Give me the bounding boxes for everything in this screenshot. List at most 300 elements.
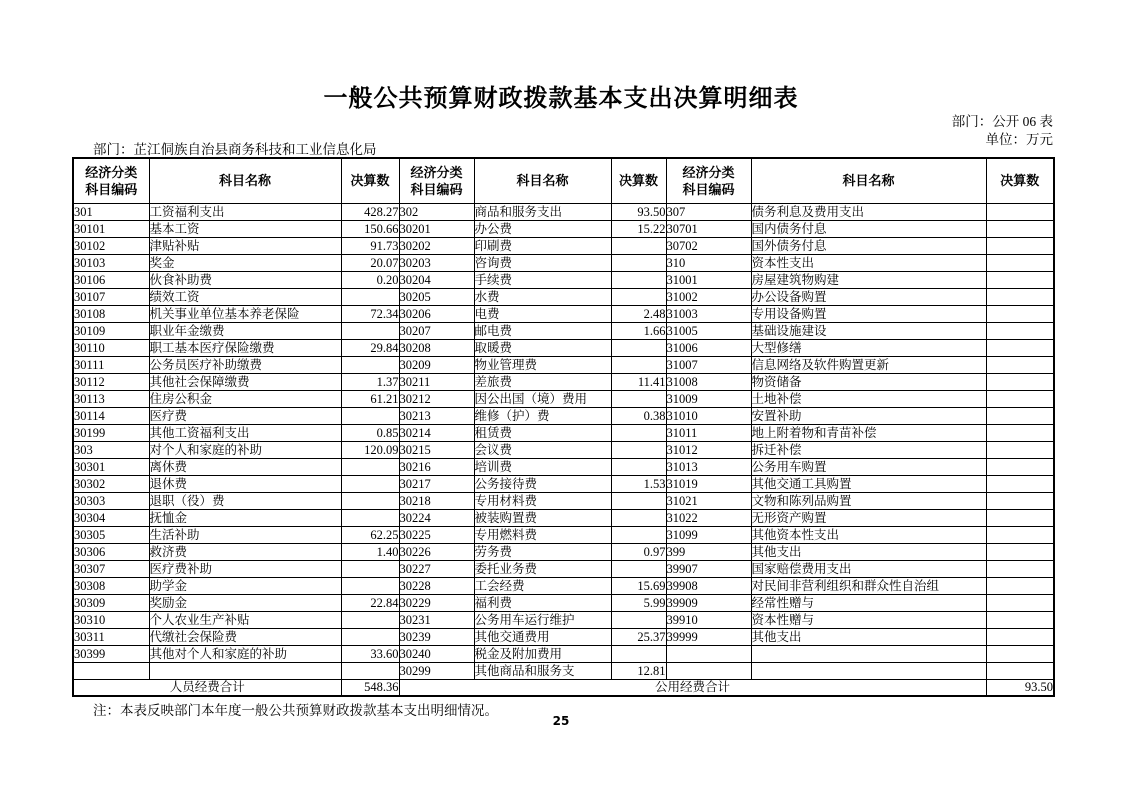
code-cell: 39909	[666, 594, 751, 611]
code-cell: 31009	[666, 390, 751, 407]
table-row	[73, 611, 1054, 628]
amount-cell	[611, 611, 666, 628]
header-name-3: 科目名称	[751, 158, 986, 203]
name-cell: 其他交通费用	[474, 628, 611, 645]
name-cell: 住房公积金	[149, 390, 341, 407]
amount-cell	[986, 203, 1054, 220]
name-cell: 资本性赠与	[751, 611, 986, 628]
amount-cell	[611, 254, 666, 271]
code-cell: 30214	[399, 424, 474, 441]
name-cell: 取暖费	[474, 339, 611, 356]
name-cell: 国外债务付息	[751, 237, 986, 254]
name-cell: 大型修缮	[751, 339, 986, 356]
amount-cell	[341, 407, 399, 424]
code-cell: 30310	[73, 611, 149, 628]
name-cell: 职业年金缴费	[149, 322, 341, 339]
amount-cell	[611, 271, 666, 288]
name-cell: 无形资产购置	[751, 509, 986, 526]
amount-cell: 1.37	[341, 373, 399, 390]
name-cell: 其他支出	[751, 628, 986, 645]
name-cell: 离休费	[149, 458, 341, 475]
amount-cell	[341, 458, 399, 475]
page-title: 一般公共预算财政拨款基本支出决算明细表	[323, 84, 799, 112]
amount-cell	[986, 509, 1054, 526]
personnel-total-label: 人员经费合计	[73, 679, 341, 696]
amount-cell	[986, 220, 1054, 237]
name-cell: 职工基本医疗保险缴费	[149, 339, 341, 356]
table-row	[73, 237, 1054, 254]
header-code-line2: 科目编码	[85, 181, 138, 197]
code-cell: 31003	[666, 305, 751, 322]
code-cell: 30213	[399, 407, 474, 424]
name-cell: 土地补偿	[751, 390, 986, 407]
amount-cell: 12.81	[611, 662, 666, 679]
code-cell: 31010	[666, 407, 751, 424]
name-cell: 奖励金	[149, 594, 341, 611]
code-cell	[73, 662, 149, 679]
name-cell: 基础设施建设	[751, 322, 986, 339]
amount-cell: 72.34	[341, 305, 399, 322]
code-cell: 301	[73, 203, 149, 220]
amount-cell	[611, 560, 666, 577]
amount-cell: 20.07	[341, 254, 399, 271]
code-cell: 30702	[666, 237, 751, 254]
amount-cell: 93.50	[611, 203, 666, 220]
name-cell: 退职（役）费	[149, 492, 341, 509]
name-cell: 救济费	[149, 543, 341, 560]
code-cell: 30102	[73, 237, 149, 254]
code-cell: 31007	[666, 356, 751, 373]
name-cell: 伙食补助费	[149, 271, 341, 288]
code-cell: 30203	[399, 254, 474, 271]
table-row	[73, 628, 1054, 645]
name-cell: 邮电费	[474, 322, 611, 339]
code-cell: 30228	[399, 577, 474, 594]
code-cell: 39910	[666, 611, 751, 628]
code-cell: 310	[666, 254, 751, 271]
name-cell: 安置补助	[751, 407, 986, 424]
code-cell: 31001	[666, 271, 751, 288]
code-cell: 30216	[399, 458, 474, 475]
name-cell: 因公出国（境）费用	[474, 390, 611, 407]
code-cell: 31019	[666, 475, 751, 492]
public-total-amount: 93.50	[986, 679, 1054, 696]
amount-cell	[986, 645, 1054, 662]
amount-cell: 120.09	[341, 441, 399, 458]
amount-cell: 33.60	[341, 645, 399, 662]
amount-cell: 428.27	[341, 203, 399, 220]
amount-cell: 1.40	[341, 543, 399, 560]
name-cell: 公务用车购置	[751, 458, 986, 475]
amount-cell	[341, 611, 399, 628]
code-cell: 30218	[399, 492, 474, 509]
code-cell: 307	[666, 203, 751, 220]
name-cell: 医疗费	[149, 407, 341, 424]
amount-cell	[341, 628, 399, 645]
name-cell: 文物和陈列品购置	[751, 492, 986, 509]
header-name-2: 科目名称	[474, 158, 611, 203]
table-row	[73, 645, 1054, 662]
name-cell: 奖金	[149, 254, 341, 271]
name-cell: 资本性支出	[751, 254, 986, 271]
table-row	[73, 373, 1054, 390]
code-cell: 399	[666, 543, 751, 560]
code-cell: 31013	[666, 458, 751, 475]
code-cell: 30309	[73, 594, 149, 611]
amount-cell	[986, 594, 1054, 611]
amount-cell	[986, 492, 1054, 509]
totals-row	[73, 679, 1054, 696]
code-cell: 30110	[73, 339, 149, 356]
code-cell: 30207	[399, 322, 474, 339]
amount-cell	[986, 322, 1054, 339]
code-cell: 39908	[666, 577, 751, 594]
amount-cell	[986, 441, 1054, 458]
name-cell: 其他工资福利支出	[149, 424, 341, 441]
header-code-line1: 经济分类	[85, 164, 138, 180]
code-cell: 30701	[666, 220, 751, 237]
name-cell: 国家赔偿费用支出	[751, 560, 986, 577]
name-cell: 商品和服务支出	[474, 203, 611, 220]
header-amount-2: 决算数	[611, 158, 666, 203]
amount-cell	[341, 475, 399, 492]
code-cell: 31002	[666, 288, 751, 305]
code-cell: 30106	[73, 271, 149, 288]
amount-cell: 5.99	[611, 594, 666, 611]
code-cell: 30101	[73, 220, 149, 237]
amount-cell: 0.38	[611, 407, 666, 424]
code-cell: 30199	[73, 424, 149, 441]
name-cell: 对民间非营利组织和群众性自治组	[751, 577, 986, 594]
code-cell: 30229	[399, 594, 474, 611]
amount-cell	[986, 662, 1054, 679]
name-cell: 办公设备购置	[751, 288, 986, 305]
header-code-3	[666, 158, 751, 203]
name-cell: 办公费	[474, 220, 611, 237]
code-cell: 30231	[399, 611, 474, 628]
name-cell: 培训费	[474, 458, 611, 475]
code-cell: 30240	[399, 645, 474, 662]
amount-cell	[611, 424, 666, 441]
code-cell: 31005	[666, 322, 751, 339]
name-cell: 退休费	[149, 475, 341, 492]
name-cell: 经常性赠与	[751, 594, 986, 611]
amount-cell: 11.41	[611, 373, 666, 390]
name-cell: 代缴社会保险费	[149, 628, 341, 645]
name-cell: 物资储备	[751, 373, 986, 390]
code-cell: 30224	[399, 509, 474, 526]
amount-cell	[341, 577, 399, 594]
code-cell: 30205	[399, 288, 474, 305]
code-cell: 31012	[666, 441, 751, 458]
amount-cell: 1.53	[611, 475, 666, 492]
code-cell: 30208	[399, 339, 474, 356]
code-cell: 30399	[73, 645, 149, 662]
amount-cell	[986, 407, 1054, 424]
table-row	[73, 288, 1054, 305]
name-cell: 租赁费	[474, 424, 611, 441]
table-row	[73, 220, 1054, 237]
name-cell: 手续费	[474, 271, 611, 288]
name-cell: 其他资本性支出	[751, 526, 986, 543]
name-cell: 差旅费	[474, 373, 611, 390]
name-cell: 维修（护）费	[474, 407, 611, 424]
table-row	[73, 577, 1054, 594]
personnel-total-amount: 548.36	[341, 679, 399, 696]
table-row	[73, 475, 1054, 492]
header-code-line2: 科目编码	[682, 181, 735, 197]
table-row	[73, 492, 1054, 509]
code-cell: 30108	[73, 305, 149, 322]
code-cell: 30304	[73, 509, 149, 526]
code-cell: 30209	[399, 356, 474, 373]
amount-cell	[611, 441, 666, 458]
name-cell: 其他对个人和家庭的补助	[149, 645, 341, 662]
table-row	[73, 322, 1054, 339]
amount-cell	[611, 509, 666, 526]
amount-cell: 2.48	[611, 305, 666, 322]
table-row	[73, 203, 1054, 220]
code-cell: 31008	[666, 373, 751, 390]
code-cell: 30302	[73, 475, 149, 492]
amount-cell	[986, 424, 1054, 441]
code-cell: 31011	[666, 424, 751, 441]
header-code-line1: 经济分类	[410, 164, 463, 180]
amount-cell	[986, 237, 1054, 254]
name-cell: 电费	[474, 305, 611, 322]
table-row	[73, 356, 1054, 373]
code-cell: 30308	[73, 577, 149, 594]
code-cell: 30107	[73, 288, 149, 305]
name-cell: 生活补助	[149, 526, 341, 543]
amount-cell: 150.66	[341, 220, 399, 237]
amount-cell	[341, 662, 399, 679]
header-code-1	[73, 158, 149, 203]
amount-cell	[986, 356, 1054, 373]
amount-cell: 15.22	[611, 220, 666, 237]
amount-cell	[341, 560, 399, 577]
name-cell: 水费	[474, 288, 611, 305]
code-cell: 30112	[73, 373, 149, 390]
code-cell	[666, 662, 751, 679]
name-cell: 福利费	[474, 594, 611, 611]
code-cell: 302	[399, 203, 474, 220]
table-row	[73, 543, 1054, 560]
amount-cell: 0.20	[341, 271, 399, 288]
code-cell: 30306	[73, 543, 149, 560]
table-row	[73, 560, 1054, 577]
table-row	[73, 594, 1054, 611]
name-cell: 津贴补贴	[149, 237, 341, 254]
amount-cell	[986, 458, 1054, 475]
amount-cell	[986, 628, 1054, 645]
amount-cell	[611, 458, 666, 475]
name-cell: 劳务费	[474, 543, 611, 560]
name-cell: 其他支出	[751, 543, 986, 560]
amount-cell	[986, 271, 1054, 288]
code-cell: 30114	[73, 407, 149, 424]
name-cell	[751, 645, 986, 662]
code-cell: 39999	[666, 628, 751, 645]
table-row	[73, 305, 1054, 322]
code-cell: 303	[73, 441, 149, 458]
code-cell: 30215	[399, 441, 474, 458]
amount-cell	[986, 526, 1054, 543]
code-cell: 30204	[399, 271, 474, 288]
name-cell: 专用燃料费	[474, 526, 611, 543]
name-cell: 对个人和家庭的补助	[149, 441, 341, 458]
amount-cell	[986, 390, 1054, 407]
name-cell: 公务用车运行维护	[474, 611, 611, 628]
footnote: 注：本表反映部门本年度一般公共预算财政拨款基本支出明细情况。	[93, 703, 498, 718]
amount-cell: 22.84	[341, 594, 399, 611]
amount-cell	[611, 492, 666, 509]
table-body	[73, 203, 1054, 679]
name-cell	[149, 662, 341, 679]
code-cell: 30226	[399, 543, 474, 560]
name-cell: 工会经费	[474, 577, 611, 594]
amount-cell	[341, 322, 399, 339]
header-code-2	[399, 158, 474, 203]
amount-cell	[986, 577, 1054, 594]
amount-cell	[986, 373, 1054, 390]
code-cell	[666, 645, 751, 662]
amount-cell	[986, 288, 1054, 305]
name-cell: 咨询费	[474, 254, 611, 271]
code-cell: 30217	[399, 475, 474, 492]
amount-cell: 62.25	[341, 526, 399, 543]
name-cell: 税金及附加费用	[474, 645, 611, 662]
name-cell: 地上附着物和青苗补偿	[751, 424, 986, 441]
code-cell: 30305	[73, 526, 149, 543]
table-row	[73, 407, 1054, 424]
code-cell: 30311	[73, 628, 149, 645]
code-cell: 30227	[399, 560, 474, 577]
header-code-line1: 经济分类	[682, 164, 735, 180]
code-cell: 30111	[73, 356, 149, 373]
name-cell: 其他商品和服务支	[474, 662, 611, 679]
amount-cell	[341, 492, 399, 509]
name-cell: 绩效工资	[149, 288, 341, 305]
table-header	[73, 158, 1054, 203]
amount-cell	[986, 475, 1054, 492]
department-label: 部门：芷江侗族自治县商务科技和工业信息化局	[93, 142, 377, 157]
name-cell: 债务利息及费用支出	[751, 203, 986, 220]
code-cell: 30211	[399, 373, 474, 390]
amount-cell: 29.84	[341, 339, 399, 356]
header-row	[73, 158, 1054, 203]
code-cell: 30113	[73, 390, 149, 407]
name-cell: 助学金	[149, 577, 341, 594]
name-cell: 其他社会保障缴费	[149, 373, 341, 390]
name-cell: 信息网络及软件购置更新	[751, 356, 986, 373]
name-cell: 房屋建筑物购建	[751, 271, 986, 288]
amount-cell: 91.73	[341, 237, 399, 254]
name-cell: 物业管理费	[474, 356, 611, 373]
amount-cell	[986, 339, 1054, 356]
amount-cell	[986, 543, 1054, 560]
name-cell: 医疗费补助	[149, 560, 341, 577]
table-row	[73, 441, 1054, 458]
amount-cell: 0.85	[341, 424, 399, 441]
name-cell: 拆迁补偿	[751, 441, 986, 458]
page-number: 25	[552, 714, 570, 728]
code-cell: 30225	[399, 526, 474, 543]
name-cell: 基本工资	[149, 220, 341, 237]
amount-cell	[611, 390, 666, 407]
code-cell: 30301	[73, 458, 149, 475]
name-cell: 印刷费	[474, 237, 611, 254]
amount-cell: 1.66	[611, 322, 666, 339]
form-info	[952, 113, 1053, 149]
amount-cell	[611, 288, 666, 305]
amount-cell: 15.69	[611, 577, 666, 594]
table-row	[73, 390, 1054, 407]
name-cell: 国内债务付息	[751, 220, 986, 237]
code-cell: 31022	[666, 509, 751, 526]
table-row	[73, 424, 1054, 441]
code-cell: 31099	[666, 526, 751, 543]
table-row	[73, 526, 1054, 543]
amount-cell	[611, 237, 666, 254]
name-cell: 委托业务费	[474, 560, 611, 577]
amount-cell	[611, 356, 666, 373]
header-code-line2: 科目编码	[410, 181, 463, 197]
name-cell: 抚恤金	[149, 509, 341, 526]
name-cell: 个人农业生产补贴	[149, 611, 341, 628]
code-cell: 31021	[666, 492, 751, 509]
header-name-1: 科目名称	[149, 158, 341, 203]
code-cell: 31006	[666, 339, 751, 356]
form-label: 部门：公开 06 表	[951, 114, 1053, 129]
amount-cell	[986, 254, 1054, 271]
code-cell: 30303	[73, 492, 149, 509]
name-cell	[751, 662, 986, 679]
amount-cell	[611, 339, 666, 356]
table-row	[73, 509, 1054, 526]
amount-cell: 0.97	[611, 543, 666, 560]
code-cell: 30307	[73, 560, 149, 577]
name-cell: 其他交通工具购置	[751, 475, 986, 492]
table-row	[73, 339, 1054, 356]
name-cell: 公务接待费	[474, 475, 611, 492]
name-cell: 专用材料费	[474, 492, 611, 509]
name-cell: 会议费	[474, 441, 611, 458]
name-cell: 公务员医疗补助缴费	[149, 356, 341, 373]
amount-cell	[341, 509, 399, 526]
code-cell: 30109	[73, 322, 149, 339]
amount-cell: 25.37	[611, 628, 666, 645]
public-total-label: 公用经费合计	[399, 679, 986, 696]
code-cell: 30201	[399, 220, 474, 237]
amount-cell	[611, 645, 666, 662]
amount-cell	[611, 526, 666, 543]
amount-cell	[341, 356, 399, 373]
table-row	[73, 458, 1054, 475]
code-cell: 30212	[399, 390, 474, 407]
table-row	[73, 662, 1054, 679]
name-cell: 被装购置费	[474, 509, 611, 526]
amount-cell	[986, 305, 1054, 322]
code-cell: 30299	[399, 662, 474, 679]
code-cell: 30103	[73, 254, 149, 271]
name-cell: 机关事业单位基本养老保险	[149, 305, 341, 322]
code-cell: 39907	[666, 560, 751, 577]
table-footer	[73, 679, 1054, 696]
code-cell: 30239	[399, 628, 474, 645]
name-cell: 专用设备购置	[751, 305, 986, 322]
amount-cell	[341, 288, 399, 305]
